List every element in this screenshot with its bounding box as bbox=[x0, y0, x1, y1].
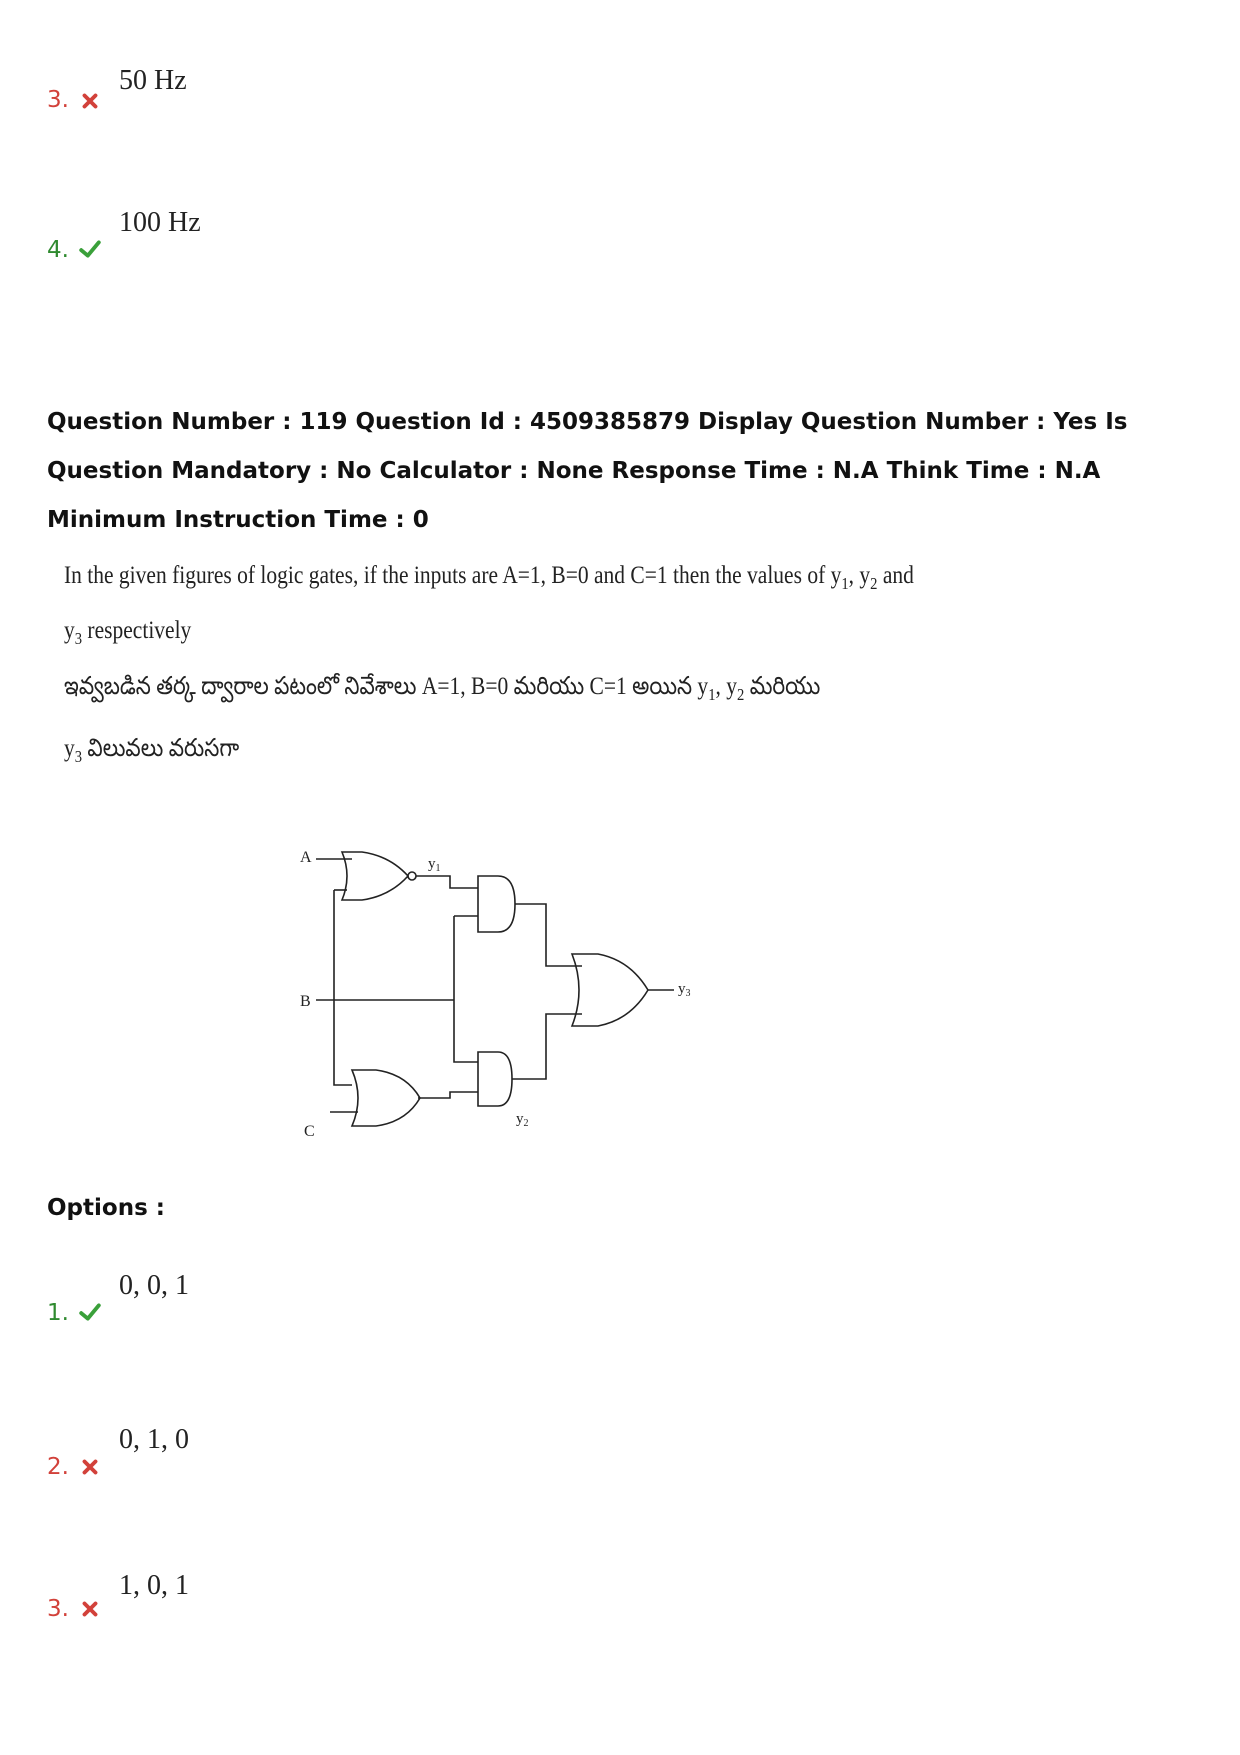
cross-icon bbox=[79, 1598, 101, 1620]
question-telugu-line-1: ఇవ్వబడిన తర్క ద్వారాల పటంలో నివేశాలు A=1, B=0 మరియు C=1 అయిన $y_1$, $y_2$ మరియు bbox=[64, 673, 821, 704]
question-metadata: Question Number : 119 Question Id : 4509385879 Display Question Number : Yes Is Question Mandatory : No Calculator : None Response Time : N.A Think Time : N.A Minimum Instruction Time : 0 bbox=[47, 409, 1128, 533]
prev-option-4 bbox=[47, 205, 447, 305]
wire-and1-out bbox=[515, 904, 582, 966]
checkmark-icon bbox=[79, 238, 101, 260]
options-label: Options : bbox=[47, 1195, 165, 1221]
option-1 bbox=[47, 1268, 447, 1368]
question-english-line-2: $y_3$ respectively bbox=[64, 617, 192, 648]
option-number: 1. bbox=[47, 1300, 69, 1326]
logic-gate-diagram bbox=[290, 840, 710, 1160]
label-y2: $y_2$ bbox=[516, 1111, 529, 1129]
or-gate-3 bbox=[572, 954, 648, 1026]
option-value: 0, 1, 0 bbox=[119, 1424, 189, 1455]
label-y1: $y_1$ bbox=[428, 856, 441, 874]
option-value: 0, 0, 1 bbox=[119, 1270, 189, 1301]
option-number: 3. bbox=[47, 87, 69, 113]
option-2 bbox=[47, 1422, 447, 1522]
wire-vertical-left bbox=[334, 890, 352, 1085]
wire-vertical-mid bbox=[454, 916, 478, 1062]
checkmark-icon bbox=[79, 1301, 101, 1323]
option-number: 2. bbox=[47, 1454, 69, 1480]
label-y3: $y_3$ bbox=[678, 981, 691, 999]
cross-icon bbox=[79, 90, 101, 112]
option-value: 1, 0, 1 bbox=[119, 1570, 189, 1601]
option-value: 50 Hz bbox=[119, 65, 187, 96]
wire-y2 bbox=[512, 1014, 582, 1079]
label-c: C bbox=[304, 1123, 315, 1140]
option-value: 100 Hz bbox=[119, 207, 201, 238]
label-b: B bbox=[300, 993, 311, 1010]
question-telugu-line-2: $y_3$ విలువలు వరుసగా bbox=[64, 735, 240, 766]
option-number: 4. bbox=[47, 237, 69, 263]
and-gate-1 bbox=[478, 876, 515, 932]
question-english-line-1: In the given figures of logic gates, if the inputs are A=1, B=0 and C=1 then the values of $y_1$, $y_2$ and bbox=[64, 562, 914, 593]
wire-y1 bbox=[416, 876, 478, 888]
and-gate-2 bbox=[478, 1052, 512, 1106]
option-number: 3. bbox=[47, 1596, 69, 1622]
nor-gate-1-bubble bbox=[408, 872, 416, 880]
or-gate-2 bbox=[352, 1070, 420, 1126]
wire-or2-out bbox=[418, 1092, 478, 1098]
cross-icon bbox=[79, 1456, 101, 1478]
option-3 bbox=[47, 1568, 447, 1668]
label-a: A bbox=[300, 849, 312, 866]
prev-option-3 bbox=[47, 60, 447, 160]
